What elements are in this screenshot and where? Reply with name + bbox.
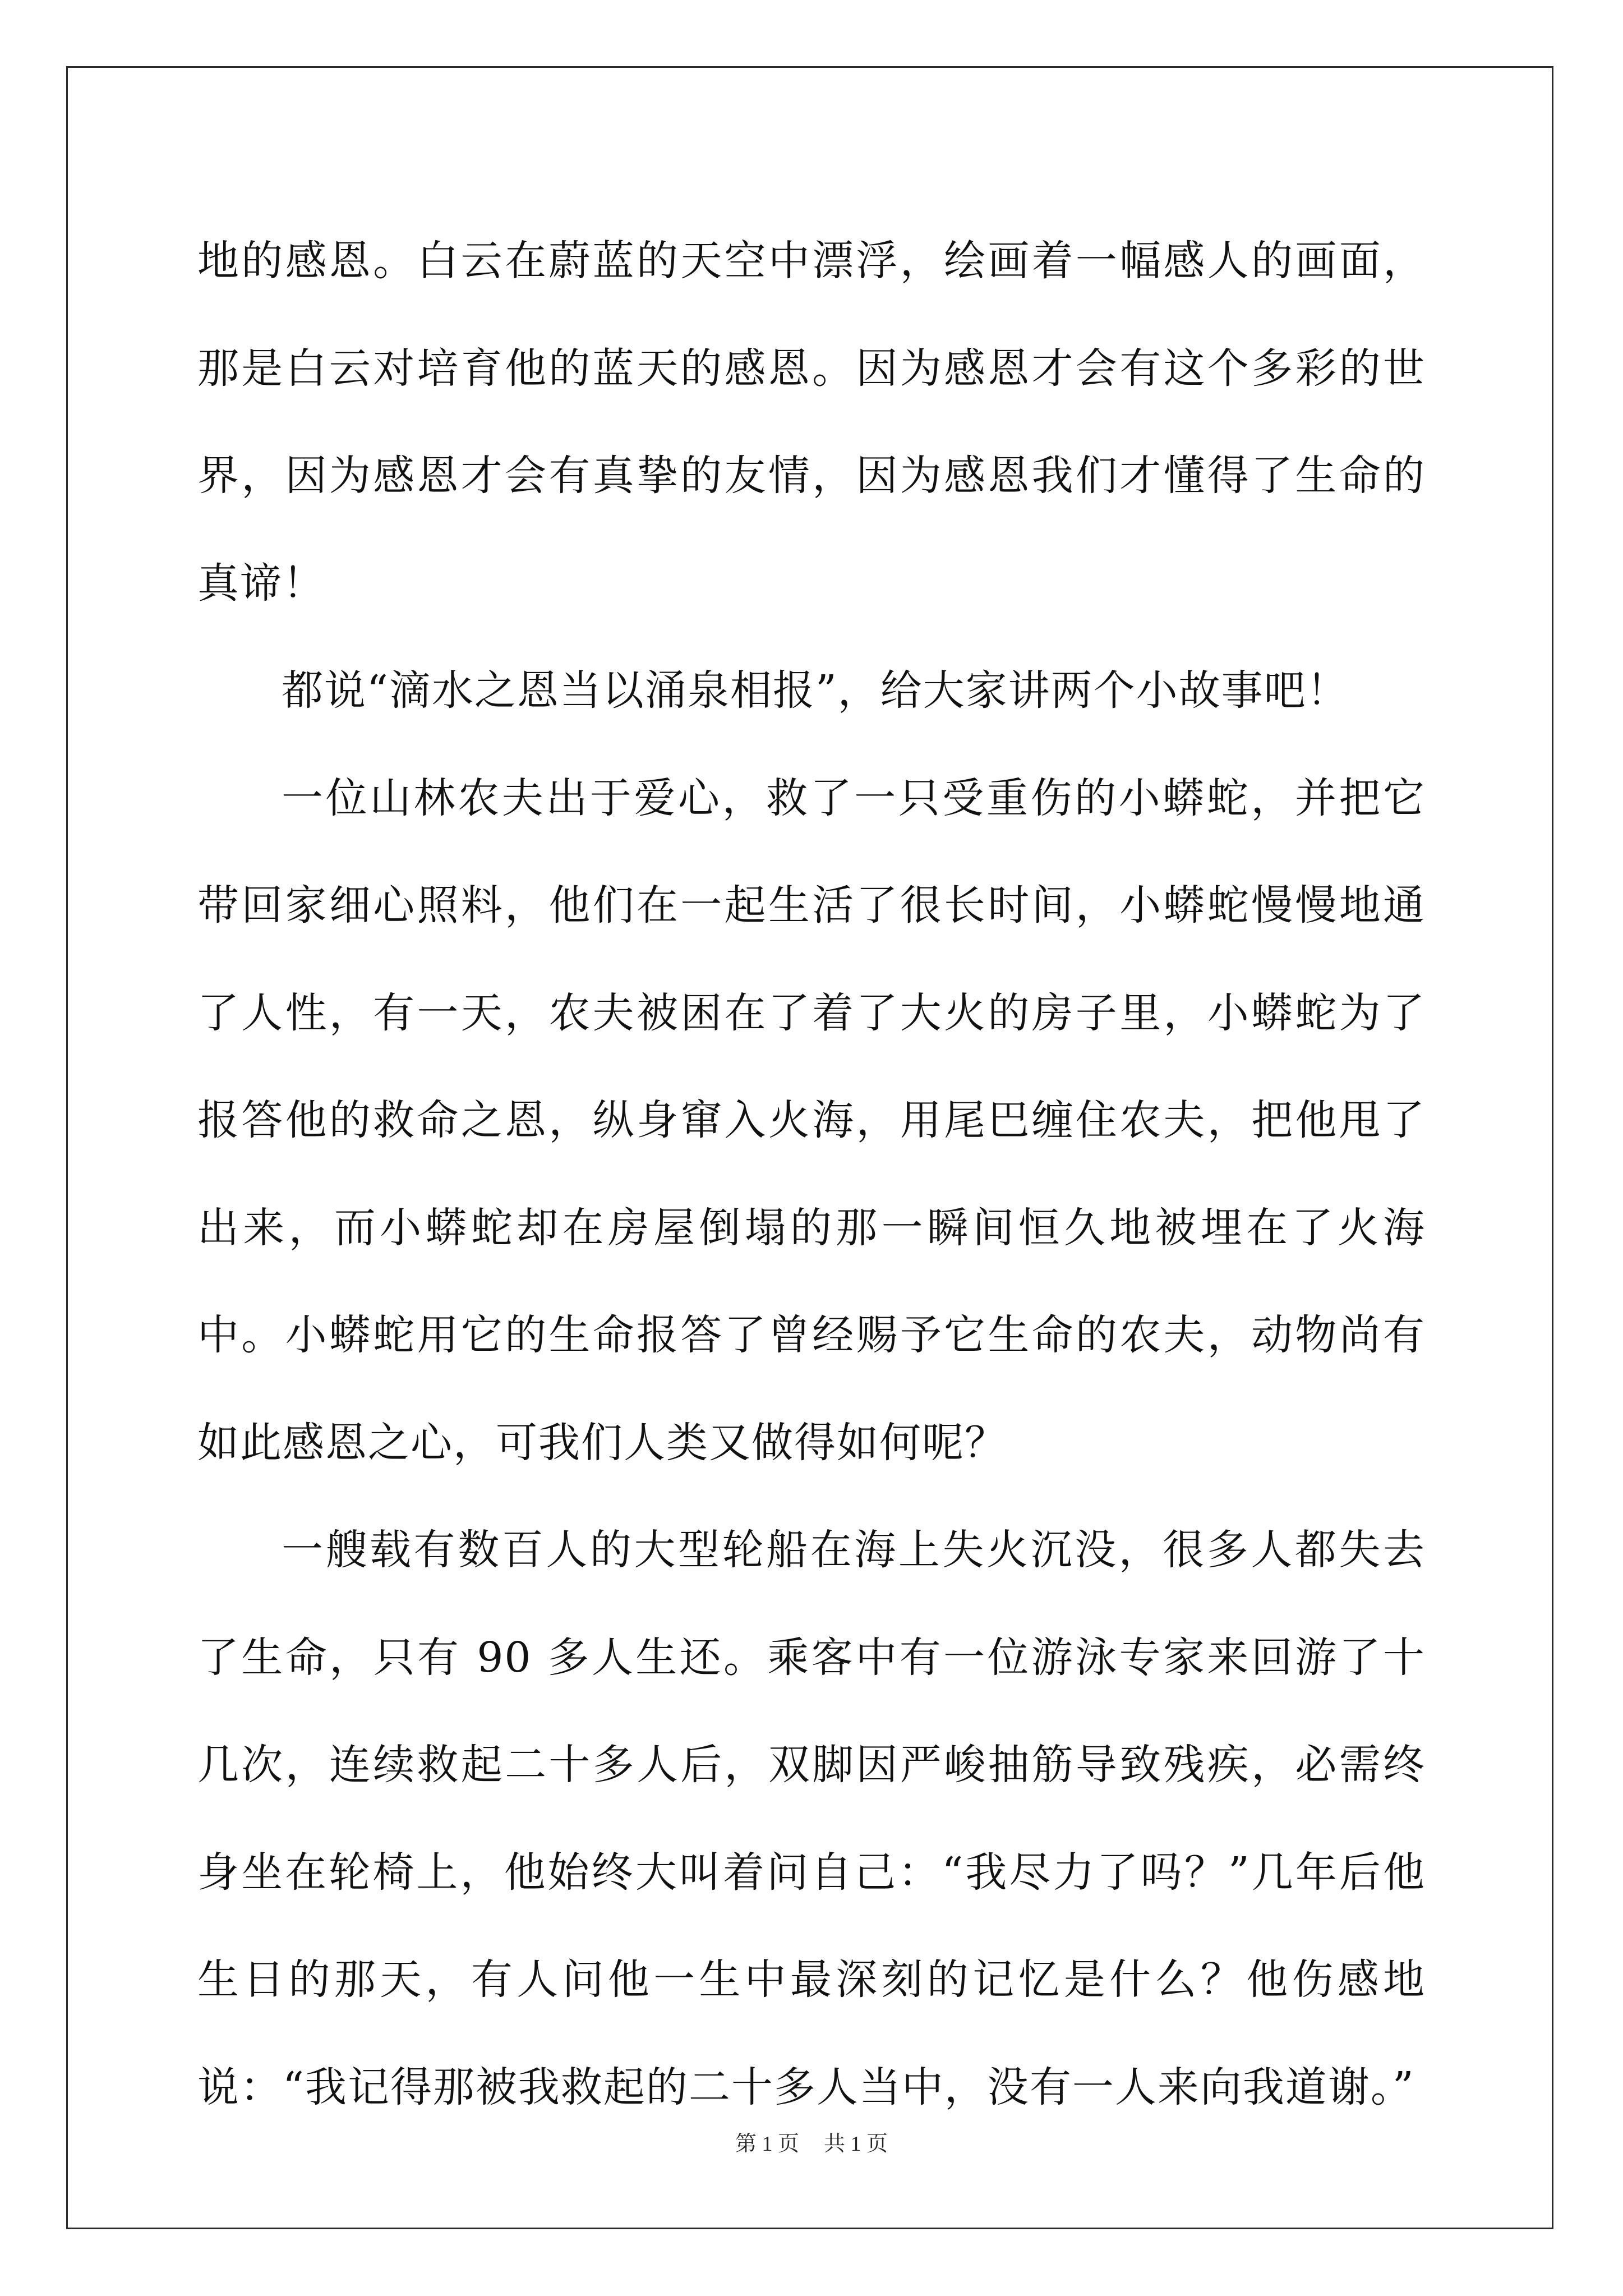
paragraph-continuation: 地的感恩。白云在蔚蓝的天空中漂浮，绘画着一幅感人的画面，那是白云对培育他的蓝天的感恩。因为感恩才会有这个多彩的世界，因为感恩才会有真挚的友情，因为感恩我们才懂得了生命的真谛！	[197, 237, 1426, 608]
document-body	[197, 208, 1426, 2141]
paragraph-ship-story: 一艘载有数百人的大型轮船在海上失火沉没，很多人都失去了生命，只有 90 多人生还。乘客中有一位游泳专家来回游了十几次，连续救起二十多人后，双脚因严峻抽筋导致残疾，必需终身坐在轮椅上，他始终大叫着问自己：“我尽力了吗？”几年后他生日的那天，有人问他一生中最深刻的记忆是什么？他伤感地说：“我记得那被我救起的二十多人当中，没有一人来向我道谢。”	[197, 1526, 1426, 2111]
paragraph-intro-stories: 都说“滴水之恩当以涌泉相报”，给大家讲两个小故事吧！	[282, 666, 1349, 715]
page-total: 共 1 页	[824, 2132, 888, 2156]
paragraph-python-story: 一位山林农夫出于爱心，救了一只受重伤的小蟒蛇，并把它带回家细心照料，他们在一起生活了很长时间，小蟒蛇慢慢地通了人性，有一天，农夫被困在了着了大火的房子里，小蟒蛇为了报答他的救命之恩，纵身窜入火海，用尾巴缠住农夫，把他甩了出来，而小蟒蛇却在房屋倒塌的那一瞬间恒久地被埋在了火海中。小蟒蛇用它的生命报答了曾经赐予它生命的农夫，动物尚有如此感恩之心，可我们人类又做得如何呢？	[197, 774, 1426, 1467]
page-number: 第 1 页	[735, 2132, 799, 2156]
page-footer	[0, 2126, 1623, 2157]
